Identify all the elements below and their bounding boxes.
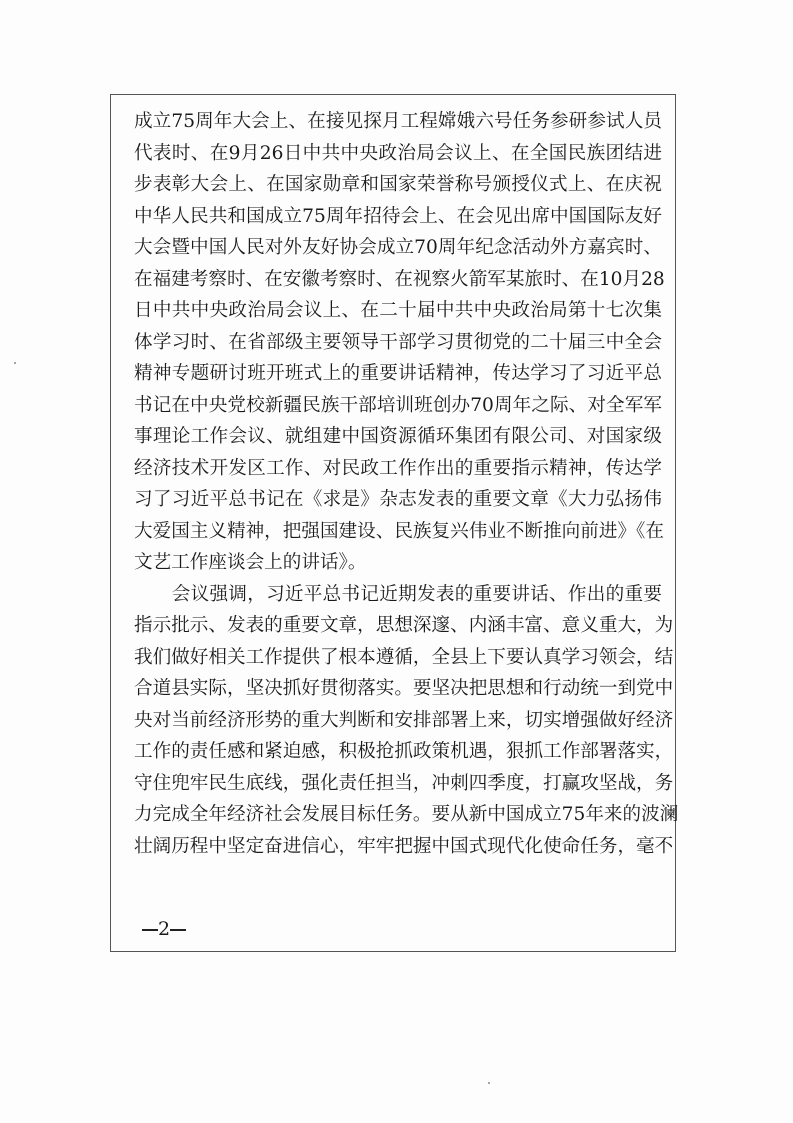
page-number-value: 2	[158, 918, 171, 940]
text-line: 事理论工作会议、就组建中国资源循环集团有限公司、对国家级	[134, 426, 662, 447]
text-line: 步表彰大会上、在国家勋章和国家荣誉称号颁授仪式上、在庆祝	[134, 174, 662, 195]
text-line: 习了习近平总书记在《求是》杂志发表的重要文章《大力弘扬伟	[134, 489, 662, 510]
text-line: 书记在中央党校新疆民族干部培训班创办70周年之际、对全军军	[134, 394, 662, 416]
text-line: 守住兜牢民生底线，强化责任担当，冲刺四季度，打赢攻坚战，务	[134, 772, 674, 794]
text-line: 精神专题研讨班开班式上的重要讲话精神，传达学习了习近平总	[134, 363, 662, 384]
text-line: 央对当前经济形势的重大判断和安排部署上来，切实增强做好经济	[134, 709, 674, 731]
text-line: 大会暨中国人民对外友好协会成立70周年纪念活动外方嘉宾时、	[134, 237, 662, 258]
text-line: 我们做好相关工作提供了根本遵循，全县上下要认真学习领会，结	[134, 646, 674, 668]
text-line: 工作的责任感和紧迫感，积极抢抓政策机遇，狠抓工作部署落实，	[134, 741, 674, 762]
text-line: 经济技术开发区工作、对民政工作作出的重要指示精神，传达学	[134, 457, 662, 479]
text-line: 壮阔历程中坚定奋进信心，牢牢把握中国式现代化使命任务，毫不	[134, 835, 674, 857]
text-line: 成立75周年大会上、在接见探月工程嫦娥六号任务参研参试人员	[134, 111, 662, 132]
text-line: 体学习时、在省部级主要领导干部学习贯彻党的二十届三中全会	[134, 331, 662, 353]
text-line: 指示批示、发表的重要文章，思想深邃、内涵丰富、意义重大，为	[134, 615, 674, 636]
scan-speck	[488, 1082, 490, 1084]
paragraph-end-line: 文艺工作座谈会上的讲话》。	[134, 552, 367, 573]
page-number	[142, 918, 186, 940]
text-line: 日中共中央政治局会议上、在二十届中共中央政治局第十七次集	[134, 300, 662, 321]
scan-speck	[14, 362, 16, 364]
text-line: 力完成全年经济社会发展目标任务。要从新中国成立75年来的波澜	[134, 804, 679, 825]
text-line: 代表时、在9月26日中共中央政治局会议上、在全国民族团结进	[134, 142, 662, 164]
document-body	[134, 106, 679, 862]
text-line: 在福建考察时、在安徽考察时、在视察火箭军某旅时、在10月28	[134, 268, 665, 290]
page-number-dash-right	[170, 929, 186, 931]
text-line: 大爱国主义精神，把强国建设、民族复兴伟业不断推向前进》《在	[134, 520, 664, 542]
text-line: 中华人民共和国成立75周年招待会上、在会见出席中国国际友好	[134, 205, 662, 227]
paragraph-start-line: 会议强调，习近平总书记近期发表的重要讲话、作出的重要	[134, 583, 662, 605]
text-line: 合道县实际，坚决抓好贯彻落实。要坚决把思想和行动统一到党中	[134, 678, 674, 699]
page-number-dash-left	[142, 929, 158, 931]
